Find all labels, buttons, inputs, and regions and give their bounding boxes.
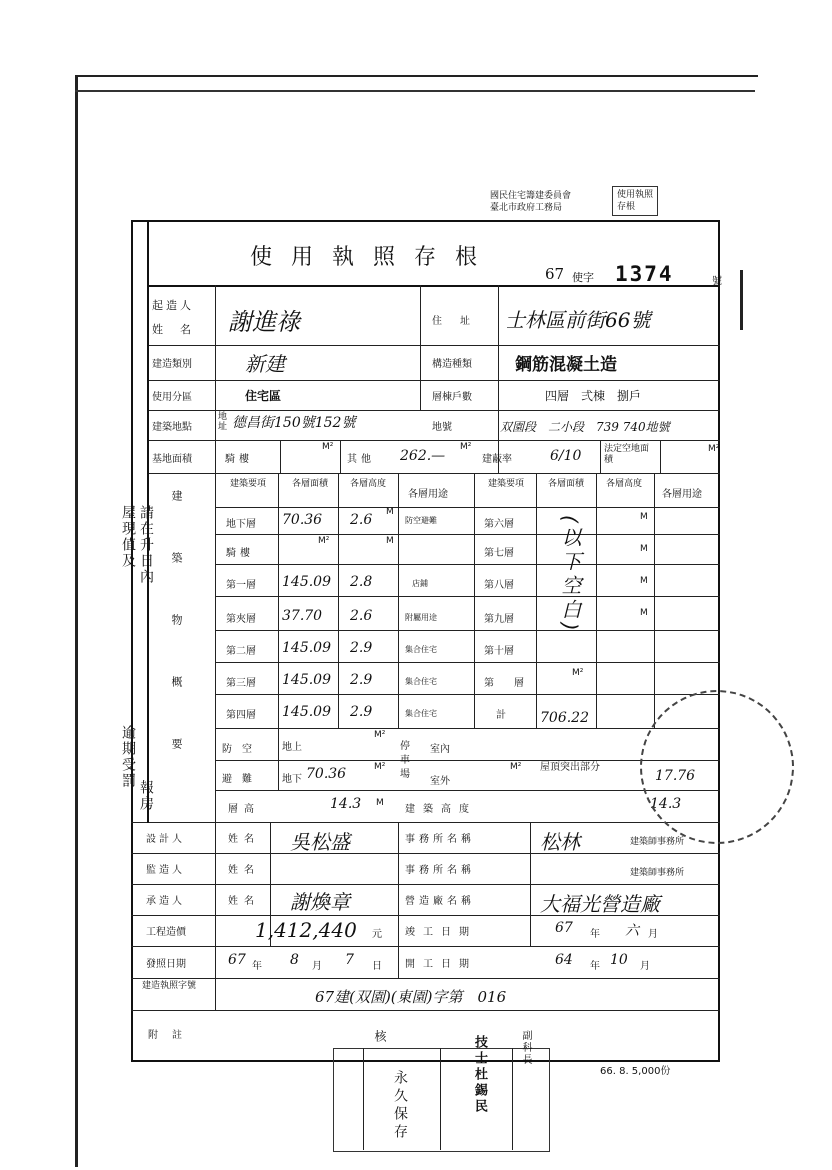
rule — [215, 630, 720, 631]
unit-m: M — [386, 536, 394, 546]
value-roof-area: 17.76 — [655, 768, 696, 784]
rule — [600, 440, 601, 473]
label-issue-date: 發照日期 — [146, 959, 186, 970]
label-above-ground: 地上 — [282, 742, 302, 753]
rule — [340, 440, 341, 473]
label-supervisor-name: 姓名 — [228, 865, 260, 876]
stamp-technician: 技士杜錫民 — [472, 1035, 487, 1115]
unit-m2: M² — [374, 762, 386, 772]
row-label-floor-mezz: 第夾層 — [226, 614, 256, 625]
rule — [536, 473, 537, 728]
value-mezz-area: 37.70 — [282, 608, 323, 624]
permit-number: 1374 — [615, 262, 674, 286]
header-item-right: 建築要項 — [487, 479, 524, 489]
rule — [131, 946, 720, 947]
rule — [215, 596, 720, 597]
label-designer: 設計人 — [146, 834, 185, 845]
rule — [131, 978, 720, 979]
value-use-zone: 住宅區 — [245, 389, 282, 403]
row-label-floor-n: 第 層 — [484, 678, 524, 689]
label-building-category: 建造類別 — [152, 359, 192, 370]
label-structure-type: 構造種類 — [432, 359, 472, 370]
margin-note-2: 請在升日內 — [138, 505, 154, 585]
rule — [215, 564, 720, 565]
stamp-divider — [512, 1048, 513, 1150]
value-site-address: 德昌街150號152號 — [232, 415, 356, 431]
margin-note-3: 逾期受罰 — [120, 725, 136, 789]
print-note: 66. 8. 5,000份 — [600, 1066, 671, 1077]
label-completion-date: 竣工日期 — [405, 927, 477, 938]
value-structure-type: 鋼筋混凝土造 — [515, 355, 617, 375]
label-floors-units: 層棟戶數 — [432, 392, 472, 403]
value-floor-height: 14.3 — [330, 796, 362, 812]
label-start-date: 開工日期 — [405, 959, 477, 970]
header-height: 各層高度 — [349, 479, 386, 489]
unit-m2: M² — [510, 762, 522, 772]
header-area: 各層面積 — [291, 479, 328, 489]
permit-word: 使字 — [572, 271, 594, 284]
rule — [215, 694, 720, 695]
rule — [398, 473, 399, 728]
label-builder: 起造人 姓 名 — [152, 299, 194, 336]
value-floor2-height: 2.9 — [350, 640, 373, 656]
value-floors-units: 四層 弍棟 捌戶 — [545, 389, 642, 403]
unit-m2: M² — [374, 730, 386, 740]
value-building-ratio: 6/10 — [550, 448, 582, 464]
value-basement-height: 2.6 — [350, 512, 373, 528]
value-floor4-use: 集合住宅 — [405, 709, 437, 718]
unit-m: M — [640, 512, 648, 522]
stamp-divider — [440, 1048, 441, 1150]
rule — [147, 345, 720, 346]
value-building-height: 14.3 — [650, 796, 682, 812]
value-total-area: 706.22 — [540, 710, 589, 726]
rule — [215, 662, 720, 663]
rule — [215, 534, 720, 535]
label-outdoor: 室外 — [430, 776, 450, 787]
unit-m: M — [640, 544, 648, 554]
label-designer-office: 事務所名稱 — [405, 834, 475, 845]
value-mezz-use: 附屬用途 — [405, 613, 437, 622]
value-floor4-height: 2.9 — [350, 704, 373, 720]
label-contractor: 承造人 — [146, 896, 185, 907]
label-issue-month: 月 — [312, 961, 322, 972]
rule — [147, 473, 720, 474]
value-designer: 吳松盛 — [290, 830, 350, 854]
stamp-deputy: 副科長 — [520, 1030, 531, 1066]
rule — [338, 473, 339, 728]
row-label-floor-3: 第三層 — [226, 678, 256, 689]
unit-m2: M² — [572, 668, 584, 678]
label-start-year: 年 — [590, 961, 600, 972]
rule — [147, 220, 149, 823]
unit-m2: M² — [460, 442, 472, 452]
value-below-ground-area: 70.36 — [306, 766, 347, 782]
label-site-lot-prefix: 地號 — [432, 422, 452, 433]
row-label-floor-8: 第八層 — [484, 580, 514, 591]
label-other: 其他 — [347, 454, 375, 465]
label-remarks: 附註 — [148, 1030, 196, 1041]
rule — [596, 473, 597, 728]
right-edge-mark — [740, 270, 761, 330]
label-building-outline: 建 築 物 概 要 — [170, 490, 183, 769]
permit-year: 67 — [545, 265, 565, 283]
row-label-floor-9: 第九層 — [484, 614, 514, 625]
value-construction-cost: 1,412,440 — [255, 918, 357, 942]
rule — [654, 473, 655, 728]
value-designer-office: 松林 — [540, 830, 580, 854]
stamp-top-right: 使用執照 存根 — [612, 186, 658, 216]
unit-m2: M² — [708, 444, 720, 454]
unit-m2: M² — [322, 442, 334, 452]
rule — [131, 1010, 720, 1011]
value-mezz-height: 2.6 — [350, 608, 373, 624]
stamp-approve: 核 — [373, 1030, 387, 1044]
label-designer-name: 姓名 — [228, 834, 260, 845]
value-builder: 謝進祿 — [228, 308, 300, 336]
value-site-lot: 双園段 二小段 739 740地號 — [500, 420, 670, 434]
value-floor1-height: 2.8 — [350, 574, 373, 590]
rule — [280, 440, 281, 473]
value-other-area: 262.— — [400, 448, 446, 464]
header-use: 各層用途 — [408, 489, 448, 500]
value-upper-note: (以下空白) — [558, 515, 582, 635]
value-floor2-use: 集合住宅 — [405, 645, 437, 654]
label-site-prefix: 地址 — [218, 412, 228, 432]
row-label-basement: 地下層 — [226, 519, 256, 530]
label-architect-office: 建築師事務所 — [630, 837, 685, 847]
label-completion-year: 年 — [590, 929, 600, 940]
value-floor2-area: 145.09 — [282, 640, 331, 656]
row-label-floor-2: 第二層 — [226, 646, 256, 657]
value-contractor: 謝煥章 — [290, 890, 350, 914]
label-yuan: 元 — [372, 929, 382, 940]
label-construction-firm: 營造廠名稱 — [405, 896, 475, 907]
label-legal-area: 法定空地面積 — [604, 444, 650, 465]
rule — [215, 285, 216, 822]
label-below-ground: 地下 — [282, 774, 302, 785]
row-label-floor-10: 第十層 — [484, 646, 514, 657]
value-completion-year: 67 — [555, 920, 573, 936]
rule — [131, 853, 720, 854]
label-site: 建築地點 — [152, 422, 192, 433]
rule — [398, 822, 399, 978]
stamp-permanent: 永久保存 — [392, 1070, 408, 1142]
row-label-total: 計 — [496, 710, 506, 721]
rule — [474, 473, 475, 728]
value-issue-year: 67 — [228, 952, 246, 968]
value-completion-month: 六 — [625, 923, 639, 939]
label-floor-height: 層高 — [228, 804, 260, 815]
form-title: 使 用 執 照 存 根 — [250, 245, 483, 270]
rule — [131, 822, 720, 823]
label-roof-protrusion: 屋頂突出部分 — [540, 762, 600, 773]
label-base-area: 基地面積 — [152, 454, 192, 465]
unit-m: M — [640, 608, 648, 618]
rule — [498, 285, 499, 473]
rule — [131, 884, 720, 885]
stamp-divider — [363, 1048, 364, 1150]
label-use-zone: 使用分區 — [152, 392, 192, 403]
value-address: 士林區前街66號 — [505, 308, 651, 332]
label-address: 住 址 — [432, 316, 474, 327]
top-edge-line — [75, 90, 755, 92]
label-indoor: 室內 — [430, 744, 450, 755]
value-start-month: 10 — [610, 952, 628, 968]
value-start-year: 64 — [555, 952, 573, 968]
unit-m2: M² — [318, 536, 330, 546]
rule — [147, 380, 720, 381]
label-building-ratio: 建蔽率 — [482, 454, 512, 465]
label-supervisor-office: 事務所名稱 — [405, 865, 475, 876]
value-contractor-firm: 大福光營造廠 — [540, 892, 660, 916]
value-basement-area: 70.36 — [282, 512, 323, 528]
value-issue-month: 8 — [290, 952, 299, 968]
row-label-floor-1: 第一層 — [226, 580, 256, 591]
rule — [278, 473, 279, 790]
value-floor3-area: 145.09 — [282, 672, 331, 688]
rule — [215, 507, 720, 508]
rule — [147, 285, 720, 287]
row-label-floor-6: 第六層 — [484, 519, 514, 530]
rule — [215, 822, 216, 1010]
label-air-defense: 防空避難 — [222, 744, 262, 785]
rule — [530, 822, 531, 946]
header-height-right: 各層高度 — [605, 479, 642, 489]
label-building-height: 建築高度 — [405, 804, 477, 815]
row-label-arcade: 騎樓 — [226, 548, 254, 559]
value-permit-ref: 67建(双園)(東園)字第 016 — [315, 988, 507, 1006]
label-parking: 停車場 — [400, 741, 410, 780]
permit-suffix: 號 — [712, 276, 722, 287]
value-floor1-area: 145.09 — [282, 574, 331, 590]
rule — [420, 285, 421, 410]
label-permit-ref: 建造執照字號 — [142, 981, 197, 991]
rule — [147, 410, 720, 411]
label-supervisor: 監造人 — [146, 865, 185, 876]
margin-note-4: 報房 — [138, 780, 154, 812]
unit-m: M — [376, 798, 384, 808]
rule — [660, 440, 661, 473]
row-label-floor-4: 第四層 — [226, 710, 256, 721]
margin-note-1: 屋現值及 — [120, 505, 136, 569]
row-label-floor-7: 第七層 — [484, 548, 514, 559]
rule — [147, 440, 720, 441]
value-floor4-area: 145.09 — [282, 704, 331, 720]
label-construction-cost: 工程造價 — [146, 927, 186, 938]
label-arcade: 騎樓 — [225, 454, 253, 465]
value-building-category: 新建 — [245, 352, 285, 376]
value-basement-use: 防空避難 — [405, 516, 437, 525]
label-issue-year: 年 — [252, 961, 262, 972]
unit-m: M — [640, 576, 648, 586]
label-supervisor-architect-office: 建築師事務所 — [630, 868, 685, 878]
stamp-top-left: 國民住宅籌建委員會 臺北市政府工務局 — [490, 191, 572, 213]
unit-m: M — [386, 507, 394, 517]
rule — [215, 728, 720, 729]
header-use-right: 各層用途 — [662, 489, 702, 500]
header-item: 建築要項 — [229, 479, 266, 489]
value-floor3-height: 2.9 — [350, 672, 373, 688]
value-floor1-use: 店鋪 — [412, 579, 428, 588]
label-completion-month: 月 — [648, 929, 658, 940]
header-area-right: 各層面積 — [547, 479, 584, 489]
value-floor3-use: 集合住宅 — [405, 677, 437, 686]
label-start-month: 月 — [640, 961, 650, 972]
value-issue-day: 7 — [345, 952, 354, 968]
label-issue-day: 日 — [372, 961, 382, 972]
label-contractor-name: 姓名 — [228, 896, 260, 907]
